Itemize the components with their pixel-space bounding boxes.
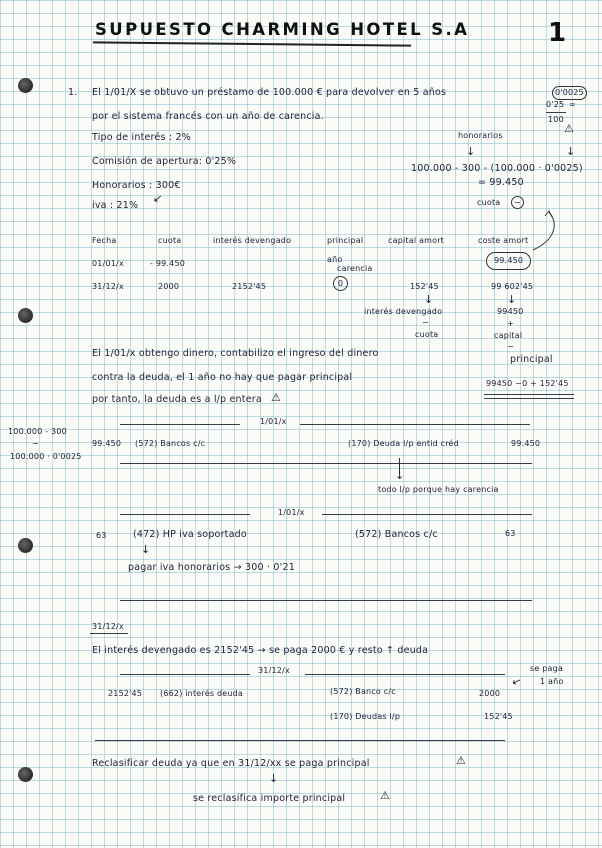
net-amount-result: = 99.450 bbox=[478, 177, 524, 188]
fraction-denominator: 100 bbox=[548, 115, 564, 124]
margin-calc-line-2: − bbox=[32, 439, 39, 448]
col-header-cuota: cuota bbox=[158, 236, 182, 245]
honorarios-label: honorarios bbox=[458, 131, 503, 140]
entry3-debit-account: (662) interés deuda bbox=[160, 689, 244, 698]
entry3-credit1-account: (572) Banco c/c bbox=[330, 687, 396, 696]
warning-icon: ⚠ bbox=[380, 789, 390, 802]
arrow-icon: ← bbox=[509, 673, 524, 690]
entry1-credit-account: (170) Deuda l/p entid créd bbox=[348, 439, 459, 448]
row1-principal-note: carencia bbox=[337, 264, 373, 273]
col-header-capital: capital amort bbox=[388, 236, 445, 245]
footer-line-2: se reclasifica importe principal bbox=[193, 793, 346, 804]
cuota-label: cuota bbox=[477, 198, 501, 207]
journal-rule bbox=[305, 674, 505, 675]
minus-sign: − bbox=[507, 342, 514, 351]
date-underline bbox=[90, 633, 128, 634]
binder-hole bbox=[18, 767, 33, 782]
row1-principal-note: año bbox=[327, 255, 343, 264]
curved-arrow-icon bbox=[525, 210, 565, 256]
plus-sign: + bbox=[507, 319, 514, 328]
vat: iva : 21% bbox=[92, 200, 139, 211]
entry3-credit1-amount: 2000 bbox=[479, 689, 501, 698]
journal-rule bbox=[120, 463, 532, 464]
arrow-down-icon: ↓ bbox=[466, 145, 476, 158]
margin-calc-line-1: 100.000 - 300 bbox=[8, 427, 67, 436]
final-formula: 99450 −0 + 152'45 bbox=[486, 379, 569, 388]
arrow-down-icon: ↓ bbox=[566, 145, 576, 158]
arrow-down-icon: ↓ bbox=[141, 543, 151, 556]
item-number: 1. bbox=[68, 87, 78, 98]
commission-decimal: 0'0025 bbox=[552, 86, 587, 100]
title-underline bbox=[93, 41, 411, 46]
journal-rule bbox=[120, 600, 532, 601]
entry2-note: pagar iva honorarios → 300 · 0'21 bbox=[128, 562, 295, 573]
section2-date: 31/12/x bbox=[92, 622, 124, 631]
entry2-credit-account: (572) Bancos c/c bbox=[355, 529, 438, 540]
fraction-numerator: 0'25 bbox=[546, 100, 565, 109]
col-header-interes: interés devengado bbox=[213, 236, 292, 245]
arrow-down-icon: ↓ bbox=[395, 469, 405, 482]
page-number: 1 bbox=[548, 18, 567, 48]
entry2-debit-amount: 63 bbox=[96, 531, 107, 540]
entry3-date: 31/12/x bbox=[258, 666, 290, 675]
journal-rule bbox=[120, 674, 250, 675]
section2-side-note: 1 año bbox=[540, 677, 564, 686]
underline bbox=[484, 394, 574, 395]
fraction-equals: = bbox=[569, 100, 576, 109]
arrow-down-icon: ↓ bbox=[507, 293, 517, 306]
journal-rule bbox=[300, 424, 530, 425]
capital-note-label: capital bbox=[494, 331, 523, 340]
row1-cuota: - 99.450 bbox=[150, 259, 186, 268]
binder-hole bbox=[18, 538, 33, 553]
col-header-principal: principal bbox=[327, 236, 364, 245]
col-header-fecha: Fecha bbox=[92, 236, 117, 245]
journal-rule bbox=[120, 424, 240, 425]
section2-statement: El interés devengado es 2152'45 → se paga 2000 € y resto ↑ deuda bbox=[92, 645, 429, 656]
entry3-credit2-account: (170) Deudas l/p bbox=[330, 712, 401, 721]
entry2-debit-account: (472) HP iva soportado bbox=[133, 529, 247, 540]
entry1-date: 1/01/x bbox=[260, 417, 287, 426]
row2-interes: 2152'45 bbox=[232, 282, 267, 291]
minus-sign: − bbox=[422, 318, 429, 327]
interest-rate: Tipo de interés : 2% bbox=[92, 132, 191, 143]
paragraph-line-2: contra la deuda, el 1 año no hay que pagar principal bbox=[92, 372, 353, 383]
col-header-coste: coste amort bbox=[478, 236, 529, 245]
warning-icon: ⚠ bbox=[564, 122, 574, 135]
row1-date: 01/01/x bbox=[92, 259, 124, 268]
row1-coste: 99.450 bbox=[486, 252, 531, 270]
opening-commission: Comisión de apertura: 0'25% bbox=[92, 156, 237, 167]
fraction-bar bbox=[546, 112, 566, 113]
paragraph-line-1: El 1/01/x obtengo dinero, contabilizo el ingreso del dinero bbox=[92, 348, 379, 359]
row2-principal: 0 bbox=[333, 276, 348, 291]
underline bbox=[484, 398, 574, 399]
warning-icon: ⚠ bbox=[271, 391, 281, 404]
binder-hole bbox=[18, 78, 33, 93]
intro-line-2: por el sistema francés con un año de carencia. bbox=[92, 111, 324, 122]
circle-minus-icon: − bbox=[511, 196, 524, 209]
row2-capital: 152'45 bbox=[410, 282, 439, 291]
entry1-note: todo l/p porque hay carencia bbox=[378, 485, 499, 494]
row2-cuota: 2000 bbox=[158, 282, 180, 291]
warning-icon: ⚠ bbox=[456, 754, 466, 767]
entry1-debit-amount: 99.450 bbox=[92, 439, 122, 448]
section2-side-note: se paga bbox=[530, 664, 563, 673]
fees: Honorarios : 300€ bbox=[92, 180, 181, 191]
row2-date: 31/12/x bbox=[92, 282, 124, 291]
entry2-date: 1/01/x bbox=[278, 508, 305, 517]
footer-line-1: Reclasificar deuda ya que en 31/12/xx se paga principal bbox=[92, 758, 370, 769]
binder-hole bbox=[18, 308, 33, 323]
entry1-debit-account: (572) Bancos c/c bbox=[135, 439, 206, 448]
entry1-credit-amount: 99.450 bbox=[511, 439, 541, 448]
paragraph-line-3: por tanto, la deuda es a l/p entera bbox=[92, 394, 262, 405]
entry3-credit2-amount: 152'45 bbox=[484, 712, 513, 721]
coste-note-value: 99450 bbox=[497, 307, 524, 316]
entry2-credit-amount: 63 bbox=[505, 529, 516, 538]
page-title: SUPUESTO CHARMING HOTEL S.A bbox=[95, 20, 470, 39]
intro-line-1: El 1/01/X se obtuvo un préstamo de 100.000 € para devolver en 5 años bbox=[92, 87, 447, 98]
margin-calc-line-3: 100.000 · 0'0025 bbox=[10, 452, 82, 461]
journal-rule bbox=[120, 514, 250, 515]
row2-coste: 99 602'45 bbox=[491, 282, 534, 291]
net-amount-formula: 100.000 - 300 - (100.000 · 0'0025) bbox=[411, 163, 583, 174]
interes-note-label: interés devengado bbox=[364, 307, 443, 316]
arrow-icon: ← bbox=[149, 190, 166, 207]
arrow-down-icon: ↓ bbox=[269, 772, 279, 785]
principal-note-label: principal bbox=[510, 354, 553, 365]
cuota-note-label: cuota bbox=[415, 330, 439, 339]
journal-rule bbox=[322, 514, 532, 515]
entry3-debit-amount: 2152'45 bbox=[108, 689, 143, 698]
arrow-down-icon: ↓ bbox=[424, 293, 434, 306]
journal-rule bbox=[95, 740, 505, 741]
